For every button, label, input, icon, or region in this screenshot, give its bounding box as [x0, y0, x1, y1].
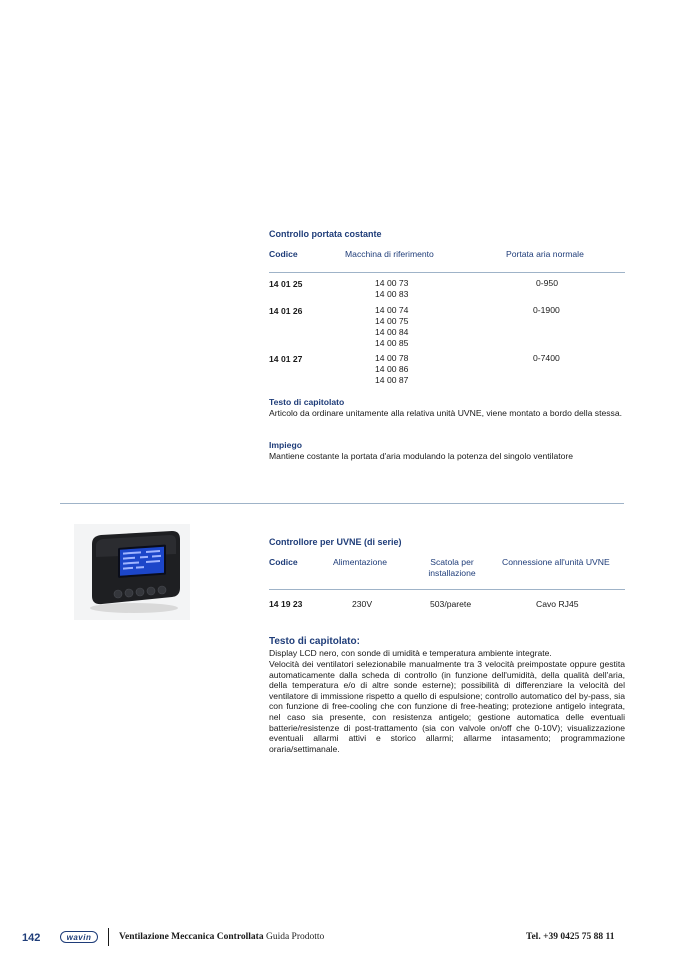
- s1-row3-machines: 14 00 78 14 00 86 14 00 87: [375, 353, 409, 385]
- s1-header-rule: [269, 272, 625, 273]
- s1-row2-code: 14 01 26: [269, 306, 303, 316]
- s2-spec-text: Velocità dei ventilatori selezionabile manualmente tra 3 velocità preimpostate oppure gestita automaticamente dalla scheda di controllo (in funzione dell'umidità, della qualità dell'aria, della temperatura e/o di altre sonde esterne); possibilità di differenziare la velocità del ventilatore di immissione rispetto a quello di espulsione; controllo automatico del by-pass, sia con funzione di free-cooling che con funzione di free-heating; protezione antigelo integrata, nel caso sia presente, con resistenza antigelo; gestione automatica delle eventuali batterie/resistenze di post-trattamento (sia con valvole on/off che 0-10V); visualizzazione eventuali allarmi attivi e storico allarmi; allarme intasamento; programmazione oraria/settimanale.: [269, 659, 625, 754]
- s1-row2-flow: 0-1900: [533, 305, 560, 315]
- s2-spec-title: Testo di capitolato:: [269, 636, 360, 647]
- s2-row-box: 503/parete: [430, 599, 472, 609]
- s1-row1-flow: 0-950: [536, 278, 558, 288]
- s2-header-power: Alimentazione: [333, 557, 387, 567]
- controller-image: [74, 524, 190, 620]
- s1-row3-flow: 0-7400: [533, 353, 560, 363]
- s1-row1-machines: 14 00 73 14 00 83: [375, 278, 409, 299]
- s2-row-code: 14 19 23: [269, 599, 303, 609]
- s2-header-rule: [269, 589, 625, 590]
- s1-spec-block: [269, 408, 625, 419]
- page-number: 142: [22, 932, 41, 944]
- s1-use-title: Impiego: [269, 440, 302, 450]
- s1-header-code: Codice: [269, 249, 298, 259]
- section-separator: [60, 503, 624, 504]
- footer-phone: Tel. +39 0425 75 88 11: [526, 932, 615, 942]
- footer-divider: [108, 928, 109, 946]
- s1-use-text: Mantiene costante la portata d'aria modulando la potenza del singolo ventilatore: [269, 451, 574, 461]
- s1-spec-text: Articolo da ordinare unitamente alla relativa unità UVNE, viene montato a bordo della stessa.: [269, 408, 623, 418]
- section1-title: Controllo portata costante: [269, 229, 382, 239]
- wavin-logo: wavin: [60, 931, 98, 943]
- s2-row-connection: Cavo RJ45: [536, 599, 579, 609]
- s2-spec-line1: Display LCD nero, con sonde di umidità e temperatura ambiente integrate.: [269, 648, 552, 658]
- s1-row2-machines: 14 00 74 14 00 75 14 00 84 14 00 85: [375, 305, 409, 348]
- s2-spec-block: [269, 659, 625, 754]
- s1-spec-title: Testo di capitolato: [269, 397, 345, 407]
- s1-header-machine: Macchina di riferimento: [345, 249, 434, 259]
- s2-row-power: 230V: [352, 599, 373, 609]
- s1-row3-code: 14 01 27: [269, 354, 303, 364]
- s2-header-connection: Connessione all'unità UVNE: [502, 557, 610, 567]
- s1-header-flow: Portata aria normale: [506, 249, 584, 259]
- s1-row1-code: 14 01 25: [269, 279, 303, 289]
- footer-title: Ventilazione Meccanica Controllata Guida Prodotto: [119, 932, 325, 942]
- s2-header-box: Scatola per installazione: [428, 557, 476, 578]
- s2-header-code: Codice: [269, 557, 298, 567]
- section2-title: Controllore per UVNE (di serie): [269, 537, 402, 547]
